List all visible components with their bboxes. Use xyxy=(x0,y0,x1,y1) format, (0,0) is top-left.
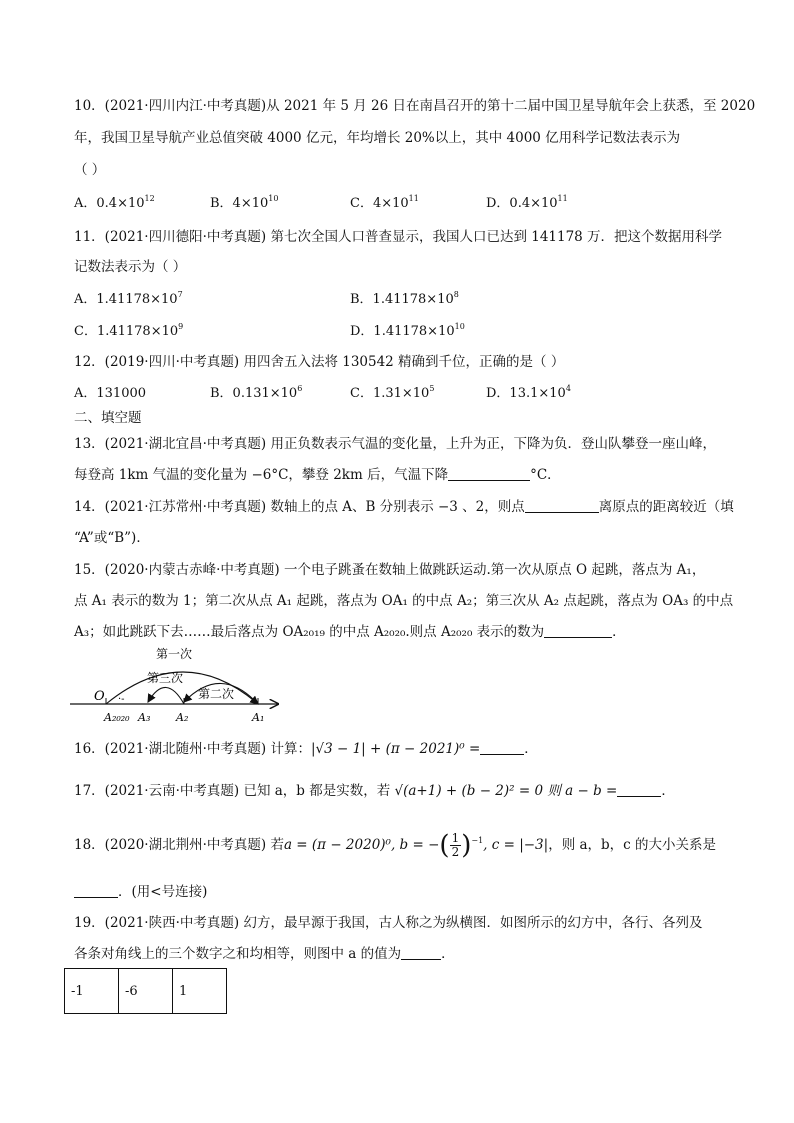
q17-line: 17．(2021·云南·中考真题) 已知 a，b 都是实数，若 √(a+1) + (b − 2)² = 0 则 a − b = ． xyxy=(74,783,675,799)
q16-answer-blank[interactable] xyxy=(480,740,524,755)
q18-line1: 18．(2020·湖北荆州·中考真题) 若a = (π − 2020)⁰, b = −( $\frac{1}{2}$ )$^{-1}$, c = |−3|，则 a，b，c 的大小关系是 xyxy=(74,830,717,861)
q15-line3: A₃；如此跳跃下去……最后落点为 OA₂₀₁₉ 的中点 A₂₀₂₀.则点 A₂₀₂₀ 表示的数为 ． xyxy=(74,624,626,640)
q10-line1: 10．(2021·四川内江·中考真题)从 2021 年 5 月 26 日在南昌召开的第十二届中国卫星导航年会上获悉，至 2020 xyxy=(74,98,756,114)
q14-line2: “A”或“B”)． xyxy=(74,530,150,546)
q19-answer-blank[interactable] xyxy=(401,945,441,960)
q12-option-d[interactable]: D．$13.1\times 10^4$ xyxy=(486,384,571,401)
q11-option-d[interactable]: D．$1.41178\times 10^{10}$ xyxy=(350,322,465,339)
label-dots: ·- xyxy=(118,694,125,705)
q15-answer-blank[interactable] xyxy=(544,623,612,638)
q11-option-a[interactable]: A．$1.41178\times 10^7$ xyxy=(74,290,183,307)
q16-line: 16．(2021·湖北随州·中考真题) 计算：|√3 − 1| + (π − 2021)⁰ = ． xyxy=(74,741,538,757)
label-origin: O xyxy=(94,689,105,704)
q13-line2: 每登高 1km 气温的变化量为 −6°C，攀登 2km 后，气温下降 °C． xyxy=(74,467,561,483)
q16-expression: |√3 − 1| + (π − 2021)⁰ = xyxy=(310,741,481,757)
q17-answer-blank[interactable] xyxy=(617,782,661,797)
q10-option-a[interactable]: A．$0.4\times 10^{12}$ xyxy=(74,194,155,211)
q12-option-c[interactable]: C．$1.31\times 10^5$ xyxy=(350,384,435,401)
q12-option-a[interactable]: A．131000 xyxy=(74,386,147,401)
label-third-jump: 第三次 xyxy=(147,671,184,685)
q12-line1: 12．(2019·四川·中考真题) 用四舍五入法将 130542 精确到千位，正确的是（ ） xyxy=(74,354,565,370)
q13-answer-blank[interactable] xyxy=(448,466,530,481)
q10-option-d[interactable]: D．$0.4\times 10^{11}$ xyxy=(486,194,568,211)
table-cell: -6 xyxy=(119,969,173,1014)
q11-option-c[interactable]: C．$1.41178\times 10^9$ xyxy=(74,322,184,339)
q14-line1: 14．(2021·江苏常州·中考真题) 数轴上的点 A、B 分别表示 −3 、2，则点 离原点的距离较近（填 xyxy=(74,499,734,515)
number-line-diagram xyxy=(66,642,286,726)
label-second-jump: 第二次 xyxy=(198,687,235,701)
q11-option-b[interactable]: B．$1.41178\times 10^8$ xyxy=(350,290,459,307)
table-cell: 1 xyxy=(173,969,227,1014)
table-cell: -1 xyxy=(65,969,119,1014)
q11-line1: 11．(2021·四川德阳·中考真题) 第七次全国人口普查显示，我国人口已达到 141178 万．把这个数据用科学 xyxy=(74,229,723,245)
magic-square-table xyxy=(64,968,227,1014)
section-heading-fill-in: 二、填空题 xyxy=(74,410,142,426)
q18-line2: ．(用<号连接) xyxy=(74,882,207,902)
label-first-jump: 第一次 xyxy=(156,647,193,661)
q15-line2: 点 A₁ 表示的数为 1；第二次从点 A₁ 起跳，落点为 OA₁ 的中点 A₂；第三次从 A₂ 点起跳，落点为 OA₃ 的中点 xyxy=(74,593,734,609)
label-a3: A₃ xyxy=(138,711,151,724)
q14-answer-blank[interactable] xyxy=(525,498,599,513)
q10-option-c[interactable]: C．$4\times 10^{11}$ xyxy=(350,194,419,211)
q18-answer-blank[interactable] xyxy=(74,883,118,898)
q12-option-b[interactable]: B．$0.131\times 10^6$ xyxy=(210,384,303,401)
jump-arc-third xyxy=(148,687,184,704)
q15-line1: 15．(2020·内蒙古赤峰·中考真题) 一个电子跳蚤在数轴上做跳跃运动.第一次从原点 O 起跳，落点为 A₁， xyxy=(74,562,706,578)
q13-line1: 13．(2021·湖北宜昌·中考真题) 用正负数表示气温的变化量，上升为正，下降为负．登山队攀登一座山峰， xyxy=(74,436,716,452)
q10-option-b[interactable]: B．$4\times 10^{10}$ xyxy=(210,194,279,211)
label-a2: A₂ xyxy=(176,711,189,724)
label-a2020: A₂₀₂₀ xyxy=(104,711,130,724)
q18-fraction: $\frac{1}{2}$ xyxy=(451,831,460,859)
q10-paren: （ ） xyxy=(74,162,106,178)
q19-line2: 各条对角线上的三个数字之和均相等，则图中 a 的值为 ． xyxy=(74,946,455,962)
label-a1: A₁ xyxy=(252,711,265,724)
q10-line2: 年，我国卫星导航产业总值突破 4000 亿元，年均增长 20%以上，其中 4000 亿用科学记数法表示为 xyxy=(74,130,681,146)
table-row xyxy=(65,969,227,1014)
q17-expression: √(a+1) + (b − 2)² = 0 则 a − b = xyxy=(394,783,618,799)
q19-line1: 19．(2021·陕西·中考真题) 幻方，最早源于我国，古人称之为纵横图．如图所示的幻方中，各行、各列及 xyxy=(74,915,703,931)
q11-line2: 记数法表示为（ ） xyxy=(74,259,187,275)
